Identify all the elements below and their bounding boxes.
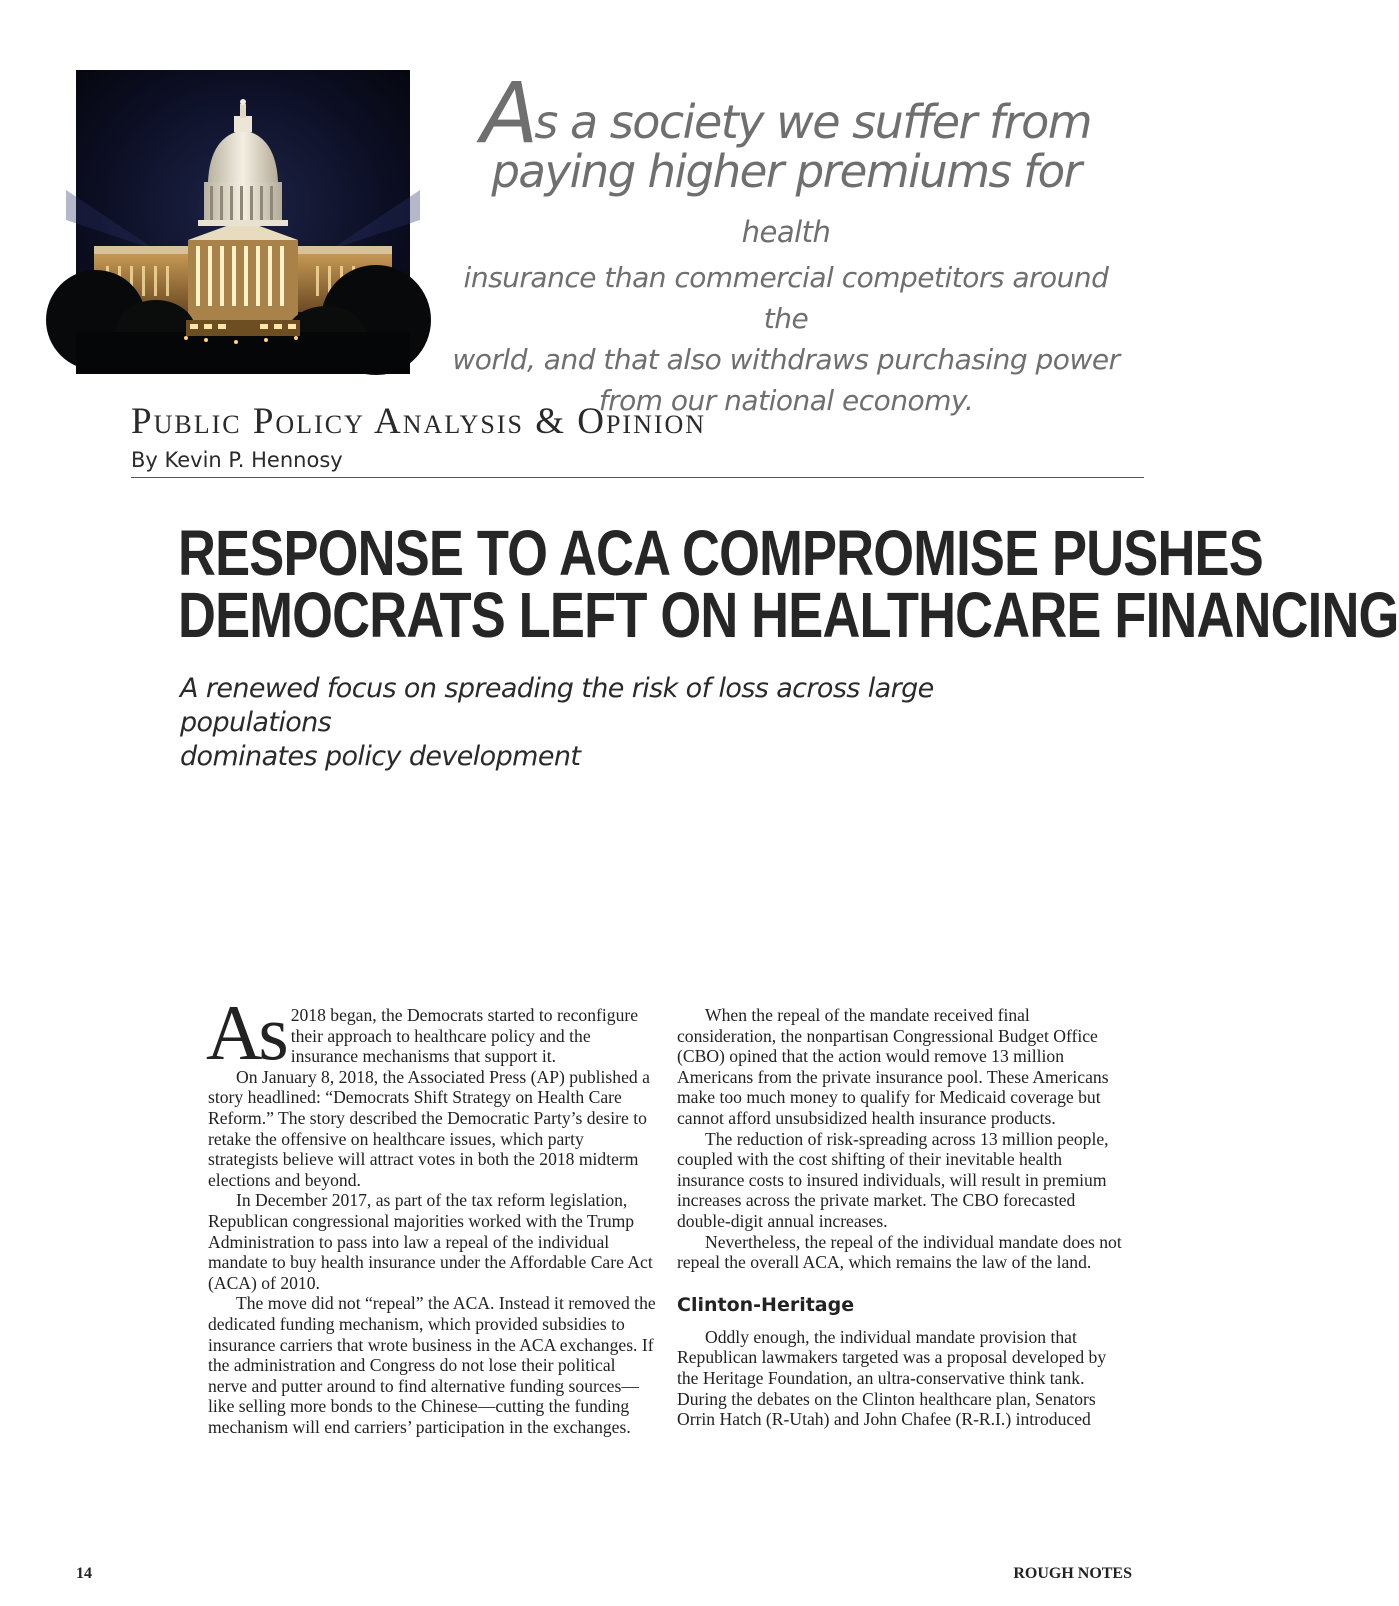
paragraph-2: On January 8, 2018, the Associated Press (AP) published a story headlined: “Democrats Shift Strategy on Health Care Reform.” The story described the Democratic Party’s desire to retake the offensive on healthcare issues, which party strategists believe will attract votes in both the 2018 midterm elections and beyond. <box>208 1066 650 1190</box>
capitol-dome-illustration <box>76 70 410 374</box>
paragraph-4: The move did not “repeal” the ACA. Instead it removed the dedicated funding mechanism, which provided subsidies to insurance carriers that wrote business in the ACA exchanges. If the administration and Congress do not lose their political nerve and putter around to find alternative funding sources—like selling more bonds to the Chinese—cutting the funding mechanism will end carriers’ participation in the exchanges. <box>208 1293 656 1437</box>
deck-subtitle <box>180 672 1080 774</box>
headline-line-1: RESPONSE TO ACA COMPROMISE PUSHES <box>178 517 1263 589</box>
page-number: 14 <box>76 1565 92 1582</box>
headline <box>178 517 1399 651</box>
paragraph-7: Nevertheless, the repeal of the individual mandate does not repeal the overall ACA, which remains the law of the land. <box>677 1231 1122 1273</box>
pull-quote-line-1 <box>446 64 1126 162</box>
pull-quote-line-4: world, and that also withdraws purchasing power <box>452 343 1120 376</box>
byline: By Kevin P. Hennosy <box>131 448 343 472</box>
paragraph-1-text: 2018 began, the Democrats started to reconfigure their approach to healthcare policy and the insurance mechanisms that support it. <box>290 1005 639 1067</box>
deck-line-2: dominates policy development <box>180 741 581 772</box>
publication-name: ROUGH NOTES <box>1013 1565 1132 1582</box>
paragraph-3: In December 2017, as part of the tax reform legislation, Republican congressional majorities worked with the Trump Administration to pass into law a repeal of the individual mandate to buy health insurance under the Affordable Care Act (ACA) of 2010. <box>208 1190 653 1293</box>
pull-quote-line-2-large: paying higher premiums for <box>491 145 1081 198</box>
pull-quote <box>446 64 1126 421</box>
paragraph-1 <box>206 989 656 1076</box>
pull-quote-line-1-text: s a society we suffer from <box>534 95 1092 149</box>
divider-rule <box>131 477 1144 478</box>
pull-quote-initial: A <box>480 64 535 162</box>
article-column-left <box>206 989 656 1437</box>
drop-cap: As <box>206 989 285 1076</box>
capitol-photo <box>76 70 410 374</box>
section-title: Public Policy Analysis & Opinion <box>131 401 707 442</box>
paragraph-6: The reduction of risk-spreading across 13 million people, coupled with the cost shifting of their inevitable health insurance costs to insured individuals, will result in premium increases across the private market. The CBO forecasted double-digit annual increases. <box>677 1128 1109 1231</box>
pull-quote-line-3: insurance than commercial competitors around the <box>463 261 1109 335</box>
deck-line-1: A renewed focus on spreading the risk of loss across large populations <box>180 673 934 738</box>
pull-quote-line-2 <box>446 147 1126 257</box>
paragraph-8: Oddly enough, the individual mandate provision that Republican lawmakers targeted was a proposal developed by the Heritage Foundation, an ultra-conservative think tank. During the debates on the Clinton healthcare plan, Senators Orrin Hatch (R-Utah) and John Chafee (R-R.I.) introduced <box>677 1326 1107 1430</box>
headline-line-2: DEMOCRATS LEFT ON HEALTHCARE FINANCING <box>178 579 1399 651</box>
paragraph-5: When the repeal of the mandate received final consideration, the nonpartisan Congressional Budget Office (CBO) opined that the action would remove 13 million Americans from the private insurance pool. These Americans make too much money to qualify for Medicaid coverage but cannot afford unsubsidized health insurance products. <box>677 1005 1109 1128</box>
pull-quote-line-5: from our national economy. <box>598 384 974 417</box>
article-column-right <box>677 1005 1125 1430</box>
subhead-clinton-heritage: Clinton-Heritage <box>677 1293 855 1316</box>
pull-quote-line-2-small: health <box>741 215 831 249</box>
